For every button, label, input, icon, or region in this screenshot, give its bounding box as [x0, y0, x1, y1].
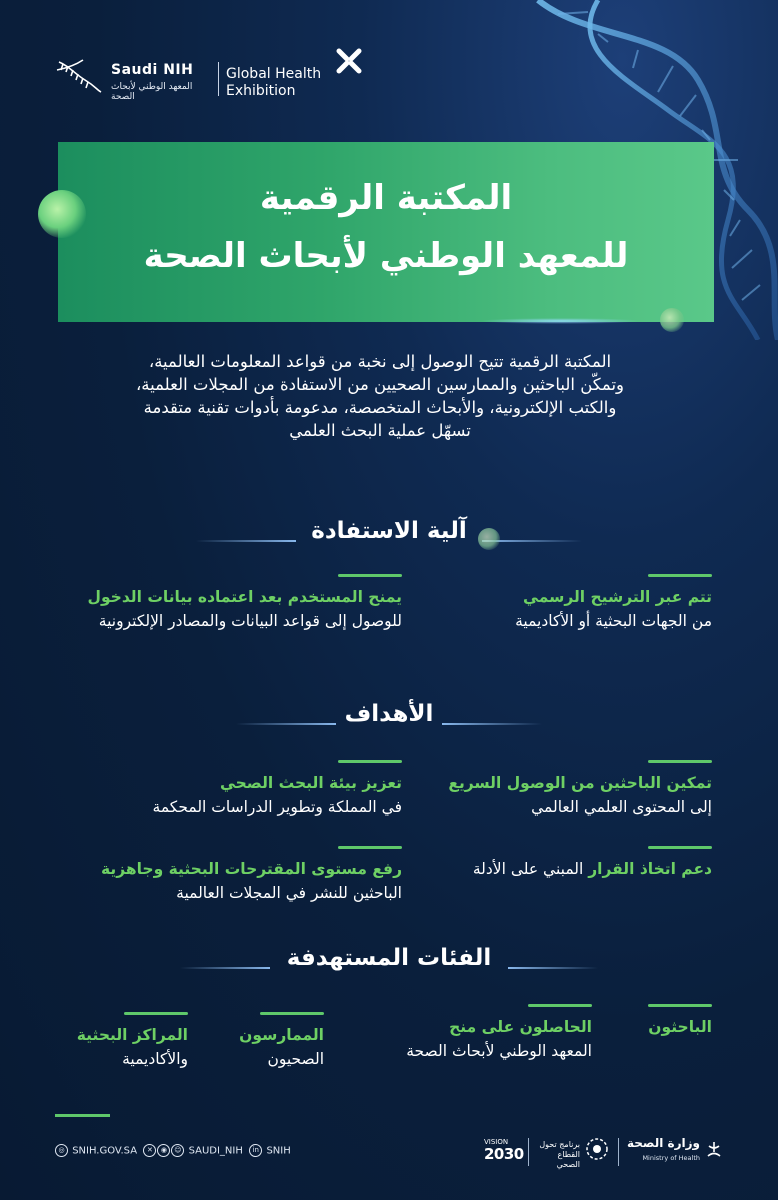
logo-divider	[528, 1138, 529, 1166]
item-accent-bar	[338, 760, 402, 763]
item-heading: المراكز البحثية	[76, 1026, 188, 1044]
item-text: في المملكة وتطوير الدراسات المحكمة	[152, 798, 402, 816]
item-accent-bar	[338, 574, 402, 577]
item-text: والأكاديمية	[122, 1050, 188, 1068]
exhibition-name-line2: Exhibition	[226, 83, 296, 99]
item-heading: تمكين الباحثين من الوصول السريع	[448, 774, 712, 792]
item-accent-bar	[648, 846, 712, 849]
item-accent-bar	[528, 1004, 592, 1007]
section-title-mechanism: آلية الاستفادة	[311, 518, 467, 544]
page-title-line1: المكتبة الرقمية	[259, 178, 513, 218]
banner-glow	[480, 318, 640, 324]
logo-divider	[218, 62, 219, 96]
item-heading	[412, 860, 712, 878]
item-heading: تتم عبر الترشيح الرسمي	[523, 588, 712, 606]
item-accent-bar	[338, 846, 402, 849]
linkedin-handle[interactable]: SNIH	[266, 1145, 291, 1157]
section-title-goals: الأهداف	[344, 701, 434, 727]
globe-icon: ◎	[55, 1144, 68, 1157]
goal-item	[412, 846, 712, 878]
item-heading: الممارسون	[239, 1026, 324, 1044]
audience-item	[224, 1012, 324, 1068]
exhibition-name	[226, 66, 321, 100]
goal-item	[412, 760, 712, 816]
item-heading: يمنح المستخدم بعد اعتماده بيانات الدخول	[87, 588, 402, 606]
program-emblem-icon	[584, 1136, 610, 1162]
x-social-icon[interactable]: ✕	[143, 1144, 156, 1157]
item-heading: الحاصلون على منح	[449, 1018, 592, 1036]
glow-orb-small	[660, 308, 684, 332]
page-title-line2: للمعهد الوطني لأبحاث الصحة	[143, 236, 629, 276]
item-accent-bar	[648, 760, 712, 763]
section-title-audience: الفئات المستهدفة	[286, 945, 492, 971]
title-banner	[58, 142, 714, 322]
goal-item	[62, 846, 402, 902]
goal-item	[82, 760, 402, 816]
item-text: الصحيون	[267, 1050, 324, 1068]
footer-contacts	[55, 1144, 291, 1157]
item-text: للوصول إلى قواعد البيانات والمصادر الإلكترونية	[98, 612, 402, 630]
saudi-nih-name: Saudi NIH	[111, 62, 194, 78]
instagram-icon[interactable]: ◉	[157, 1144, 170, 1157]
saudi-nih-arabic-name: المعهد الوطني لأبحاث الصحة	[111, 82, 193, 102]
footer-partner-logos	[484, 1136, 724, 1172]
social-handle[interactable]: SAUDI_NIH	[188, 1145, 243, 1157]
intro-line: والكتب الإلكترونية، والأبحاث المتخصصة، مدعومة بأدوات تقنية متقدمة	[143, 398, 617, 417]
dna-logo-icon	[55, 56, 103, 96]
item-heading-tail: المبني على الأدلة	[472, 860, 584, 878]
audience-item	[352, 1004, 592, 1060]
ministry-of-health-english: Ministry of Health	[642, 1154, 700, 1162]
audience-item	[592, 1004, 712, 1036]
saudi-nih-logo	[55, 52, 215, 102]
audience-item	[48, 1012, 188, 1068]
item-heading: رفع مستوى المقترحات البحثية وجاهزية	[100, 860, 402, 878]
exhibition-name-line1: Global Health	[226, 66, 322, 82]
item-heading: تعزيز بيئة البحث الصحي	[219, 774, 402, 792]
item-text: المعهد الوطني لأبحاث الصحة	[406, 1042, 592, 1060]
ministry-of-health-arabic: وزارة الصحة	[626, 1136, 700, 1150]
item-text: إلى المحتوى العلمي العالمي	[531, 798, 712, 816]
item-accent-bar	[260, 1012, 324, 1015]
item-text: من الجهات البحثية أو الأكاديمية	[515, 612, 712, 630]
vision-label: VISION	[484, 1138, 509, 1146]
glow-orb-small	[478, 528, 500, 550]
footer-accent-bar	[55, 1114, 110, 1117]
intro-line: تسهّل عملية البحث العلمي	[289, 421, 471, 440]
program-line2: القطاع الصحي	[556, 1150, 580, 1169]
mechanism-item	[452, 574, 712, 630]
intro-paragraph	[40, 350, 720, 442]
item-accent-bar	[648, 574, 712, 577]
item-heading: الباحثون	[648, 1018, 712, 1036]
item-accent-bar	[124, 1012, 188, 1015]
intro-line: وتمكّن الباحثين والممارسين الصحيين من الاستفادة من المجلات العلمية،	[135, 375, 625, 394]
item-accent-bar	[648, 1004, 712, 1007]
website-link[interactable]: SNIH.GOV.SA	[72, 1145, 138, 1157]
ministry-emblem-icon	[704, 1140, 724, 1160]
vision-2030-logo: 2030	[484, 1145, 524, 1163]
health-transformation-program-logo	[532, 1140, 580, 1170]
program-line1: برنامج تحول	[539, 1140, 580, 1149]
item-heading-highlight: دعم اتخاذ القرار	[588, 860, 712, 878]
item-text: الباحثين للنشر في المجلات العالمية	[176, 884, 402, 902]
linkedin-icon[interactable]: in	[249, 1144, 262, 1157]
snapchat-icon[interactable]: ☺	[171, 1144, 184, 1157]
exhibition-x-icon	[336, 48, 362, 74]
intro-line: المكتبة الرقمية تتيح الوصول إلى نخبة من قواعد المعلومات العالمية،	[148, 352, 612, 371]
logo-divider	[618, 1138, 619, 1166]
mechanism-item	[42, 574, 402, 630]
global-health-exhibition-logo	[226, 48, 376, 104]
